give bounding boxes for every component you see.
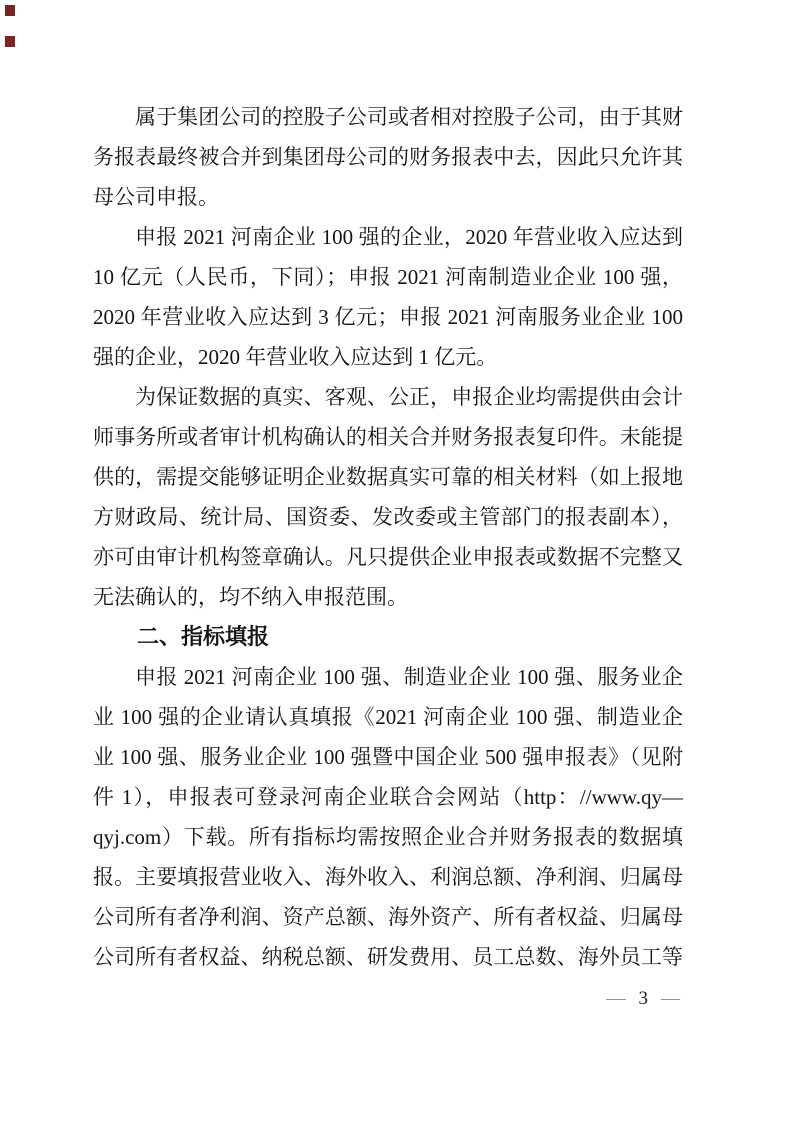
text-line: 属于集团公司的控股子公司或者相对控股子公司，由于其财	[135, 105, 683, 129]
text-line: 为保证数据的真实、客观、公正，申报企业均需提供由会计	[135, 385, 683, 409]
text-line: 申报 2021 河南企业 100 强、制造业企业 100 强、服务业企	[135, 665, 683, 689]
text-line: 强的企业，2020 年营业收入应达到 1 亿元。	[93, 345, 498, 369]
text-line: 业 100 强、服务业企业 100 强暨中国企业 500 强申报表》（见附	[93, 745, 683, 769]
text-line: 供的，需提交能够证明企业数据真实可靠的相关材料（如上报地	[93, 465, 683, 489]
text-line: 业 100 强的企业请认真填报《2021 河南企业 100 强、制造业企	[93, 705, 683, 729]
page-number-footer	[607, 988, 681, 1010]
text-line: 公司所有者权益、纳税总额、研发费用、员工总数、海外员工等	[93, 945, 683, 969]
text-line: 母公司申报。	[93, 185, 219, 209]
text-line: 无法确认的，均不纳入申报范围。	[93, 585, 408, 609]
document-body	[93, 97, 683, 977]
text-line: 报。主要填报营业收入、海外收入、利润总额、净利润、归属母	[93, 865, 683, 889]
text-line: 务报表最终被合并到集团母公司的财务报表中去，因此只允许其	[93, 145, 683, 169]
text-line: 件 1），申报表可登录河南企业联合会网站（http：//www.qy—	[93, 785, 683, 809]
red-annotation-mark	[5, 5, 15, 16]
section-heading: 二、指标填报	[137, 624, 270, 649]
text-line: 师事务所或者审计机构确认的相关合并财务报表复印件。未能提	[93, 425, 683, 449]
footer-left-dash: —	[606, 988, 626, 1009]
text-line: qyj.com）下载。所有指标均需按照企业合并财务报表的数据填	[93, 825, 683, 849]
footer-right-dash: —	[661, 988, 680, 1009]
text-line: 2020 年营业收入应达到 3 亿元；申报 2021 河南服务业企业 100	[93, 305, 683, 329]
text-line: 亦可由审计机构签章确认。凡只提供企业申报表或数据不完整又	[93, 545, 683, 569]
text-line: 申报 2021 河南企业 100 强的企业，2020 年营业收入应达到	[135, 225, 683, 249]
text-line: 公司所有者净利润、资产总额、海外资产、所有者权益、归属母	[93, 905, 683, 929]
red-annotation-mark	[5, 36, 15, 47]
text-line: 方财政局、统计局、国资委、发改委或主管部门的报表副本），	[93, 505, 683, 529]
text-line: 10 亿元（人民币，下同）；申报 2021 河南制造业企业 100 强，	[93, 265, 683, 289]
page-number: 3	[638, 988, 648, 1009]
